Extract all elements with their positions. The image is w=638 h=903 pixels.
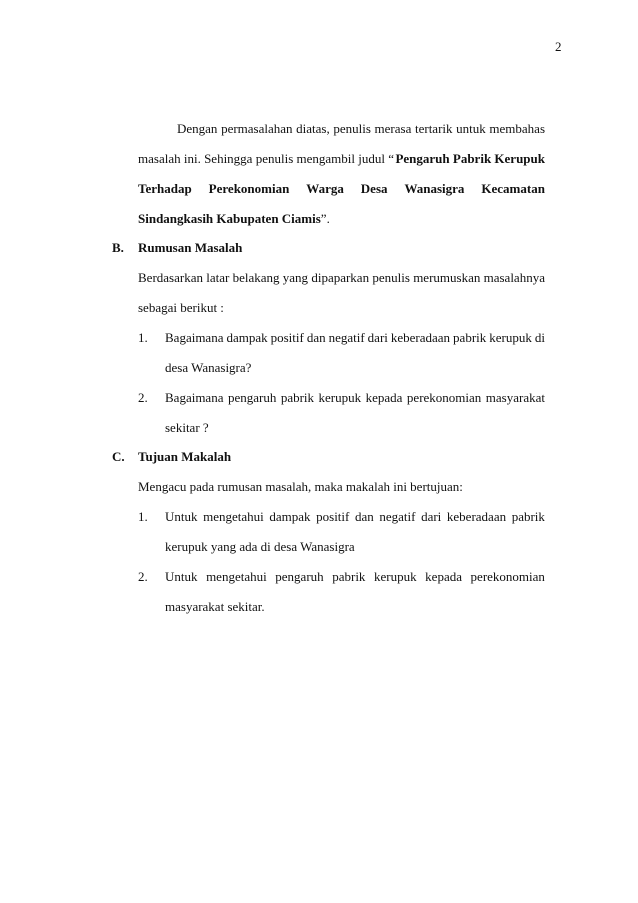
page-number: 2 (555, 39, 562, 54)
word: Perekonomian (208, 181, 290, 196)
section-b-title: Rumusan Masalah (138, 240, 243, 255)
section-c-item-1-line-2: kerupuk yang ada di desa Wanasigra (165, 539, 355, 554)
word: keberadaan (390, 330, 451, 345)
word: keberadaan (446, 509, 507, 524)
word: masyarakat (485, 390, 545, 405)
word: positif (270, 330, 304, 345)
section-b-item-1-number: 1. (138, 330, 148, 345)
section-b-item-2-number: 2. (138, 390, 148, 405)
word: Dengan (177, 121, 218, 136)
intro-title-close: ”. (320, 211, 330, 226)
section-c-para-line-1: Mengacu pada rumusan masalah, maka makalah ini bertujuan: (138, 479, 463, 494)
section-c-heading (112, 449, 231, 465)
word: Untuk (165, 569, 198, 584)
word: kerupuk (374, 569, 417, 584)
section-b-para-line-1 (138, 270, 545, 286)
word: pabrik (332, 569, 366, 584)
word: kerupuk (318, 390, 362, 405)
word: mengetahui (206, 569, 267, 584)
section-c-item-1-number: 1. (138, 509, 148, 524)
section-c-item-2-line-2: masyarakat sekitar. (165, 599, 265, 614)
word: negatif (379, 509, 416, 524)
word: merasa (374, 121, 412, 136)
section-c-item-2-line-1 (165, 569, 545, 585)
section-b-item-2-line-2: sekitar ? (165, 420, 209, 435)
word: dampak (269, 509, 311, 524)
word: Desa (360, 181, 388, 196)
word: pabrik (453, 330, 487, 345)
intro-line-2-text: masalah ini. Sehingga penulis mengambil judul “ (138, 151, 394, 166)
word: di (534, 330, 545, 345)
word: penulis (372, 270, 410, 285)
word: Wanasigra (404, 181, 465, 196)
intro-line-3 (138, 181, 545, 197)
section-b-letter: B. (112, 240, 124, 255)
word: dan (306, 330, 326, 345)
word: negatif (328, 330, 365, 345)
word: pabrik (280, 390, 315, 405)
word: Berdasarkan (138, 270, 203, 285)
word: masalahnya (483, 270, 545, 285)
word: Bagaimana (165, 330, 224, 345)
word: dan (354, 509, 374, 524)
word: Bagaimana (165, 390, 224, 405)
word: pabrik (511, 509, 545, 524)
word: yang (282, 270, 309, 285)
word: kepada (365, 390, 403, 405)
word: dipaparkan (311, 270, 370, 285)
word: positif (316, 509, 350, 524)
section-b-item-1-line-1 (165, 330, 545, 346)
word: Kecamatan (481, 181, 545, 196)
intro-title-part-2: Sindangkasih Kabupaten Ciamis (138, 211, 321, 226)
section-c-letter: C. (112, 449, 125, 464)
word: membahas (489, 121, 545, 136)
section-b-item-1-line-2: desa Wanasigra? (165, 360, 252, 375)
word: Terhadap (138, 181, 192, 196)
word: merumuskan (413, 270, 481, 285)
intro-line-4 (138, 211, 330, 227)
intro-line-1 (177, 121, 545, 137)
word: diatas, (296, 121, 330, 136)
word: perekonomian (470, 569, 545, 584)
word: dari (421, 509, 442, 524)
section-c-item-2-number: 2. (138, 569, 148, 584)
section-b-para-line-2: sebagai berikut : (138, 300, 224, 315)
word: penulis (333, 121, 371, 136)
section-b-heading (112, 240, 242, 256)
word: pengaruh (227, 390, 277, 405)
word: untuk (456, 121, 486, 136)
section-c-title: Tujuan Makalah (138, 449, 232, 464)
word: Untuk (165, 509, 198, 524)
word: dampak (226, 330, 268, 345)
word: belakang (232, 270, 280, 285)
section-b-item-2-line-1 (165, 390, 545, 406)
word: kepada (425, 569, 462, 584)
word: latar (206, 270, 230, 285)
word: permasalahan (221, 121, 293, 136)
intro-title-part-1: Pengaruh Pabrik Kerupuk (395, 151, 545, 166)
word: Warga (306, 181, 344, 196)
intro-line-2 (138, 151, 545, 167)
word: tertarik (414, 121, 453, 136)
word: perekonomian (406, 390, 482, 405)
word: kerupuk (489, 330, 532, 345)
section-c-item-1-line-1 (165, 509, 545, 525)
word: pengaruh (275, 569, 324, 584)
word: dari (367, 330, 388, 345)
word: mengetahui (203, 509, 264, 524)
